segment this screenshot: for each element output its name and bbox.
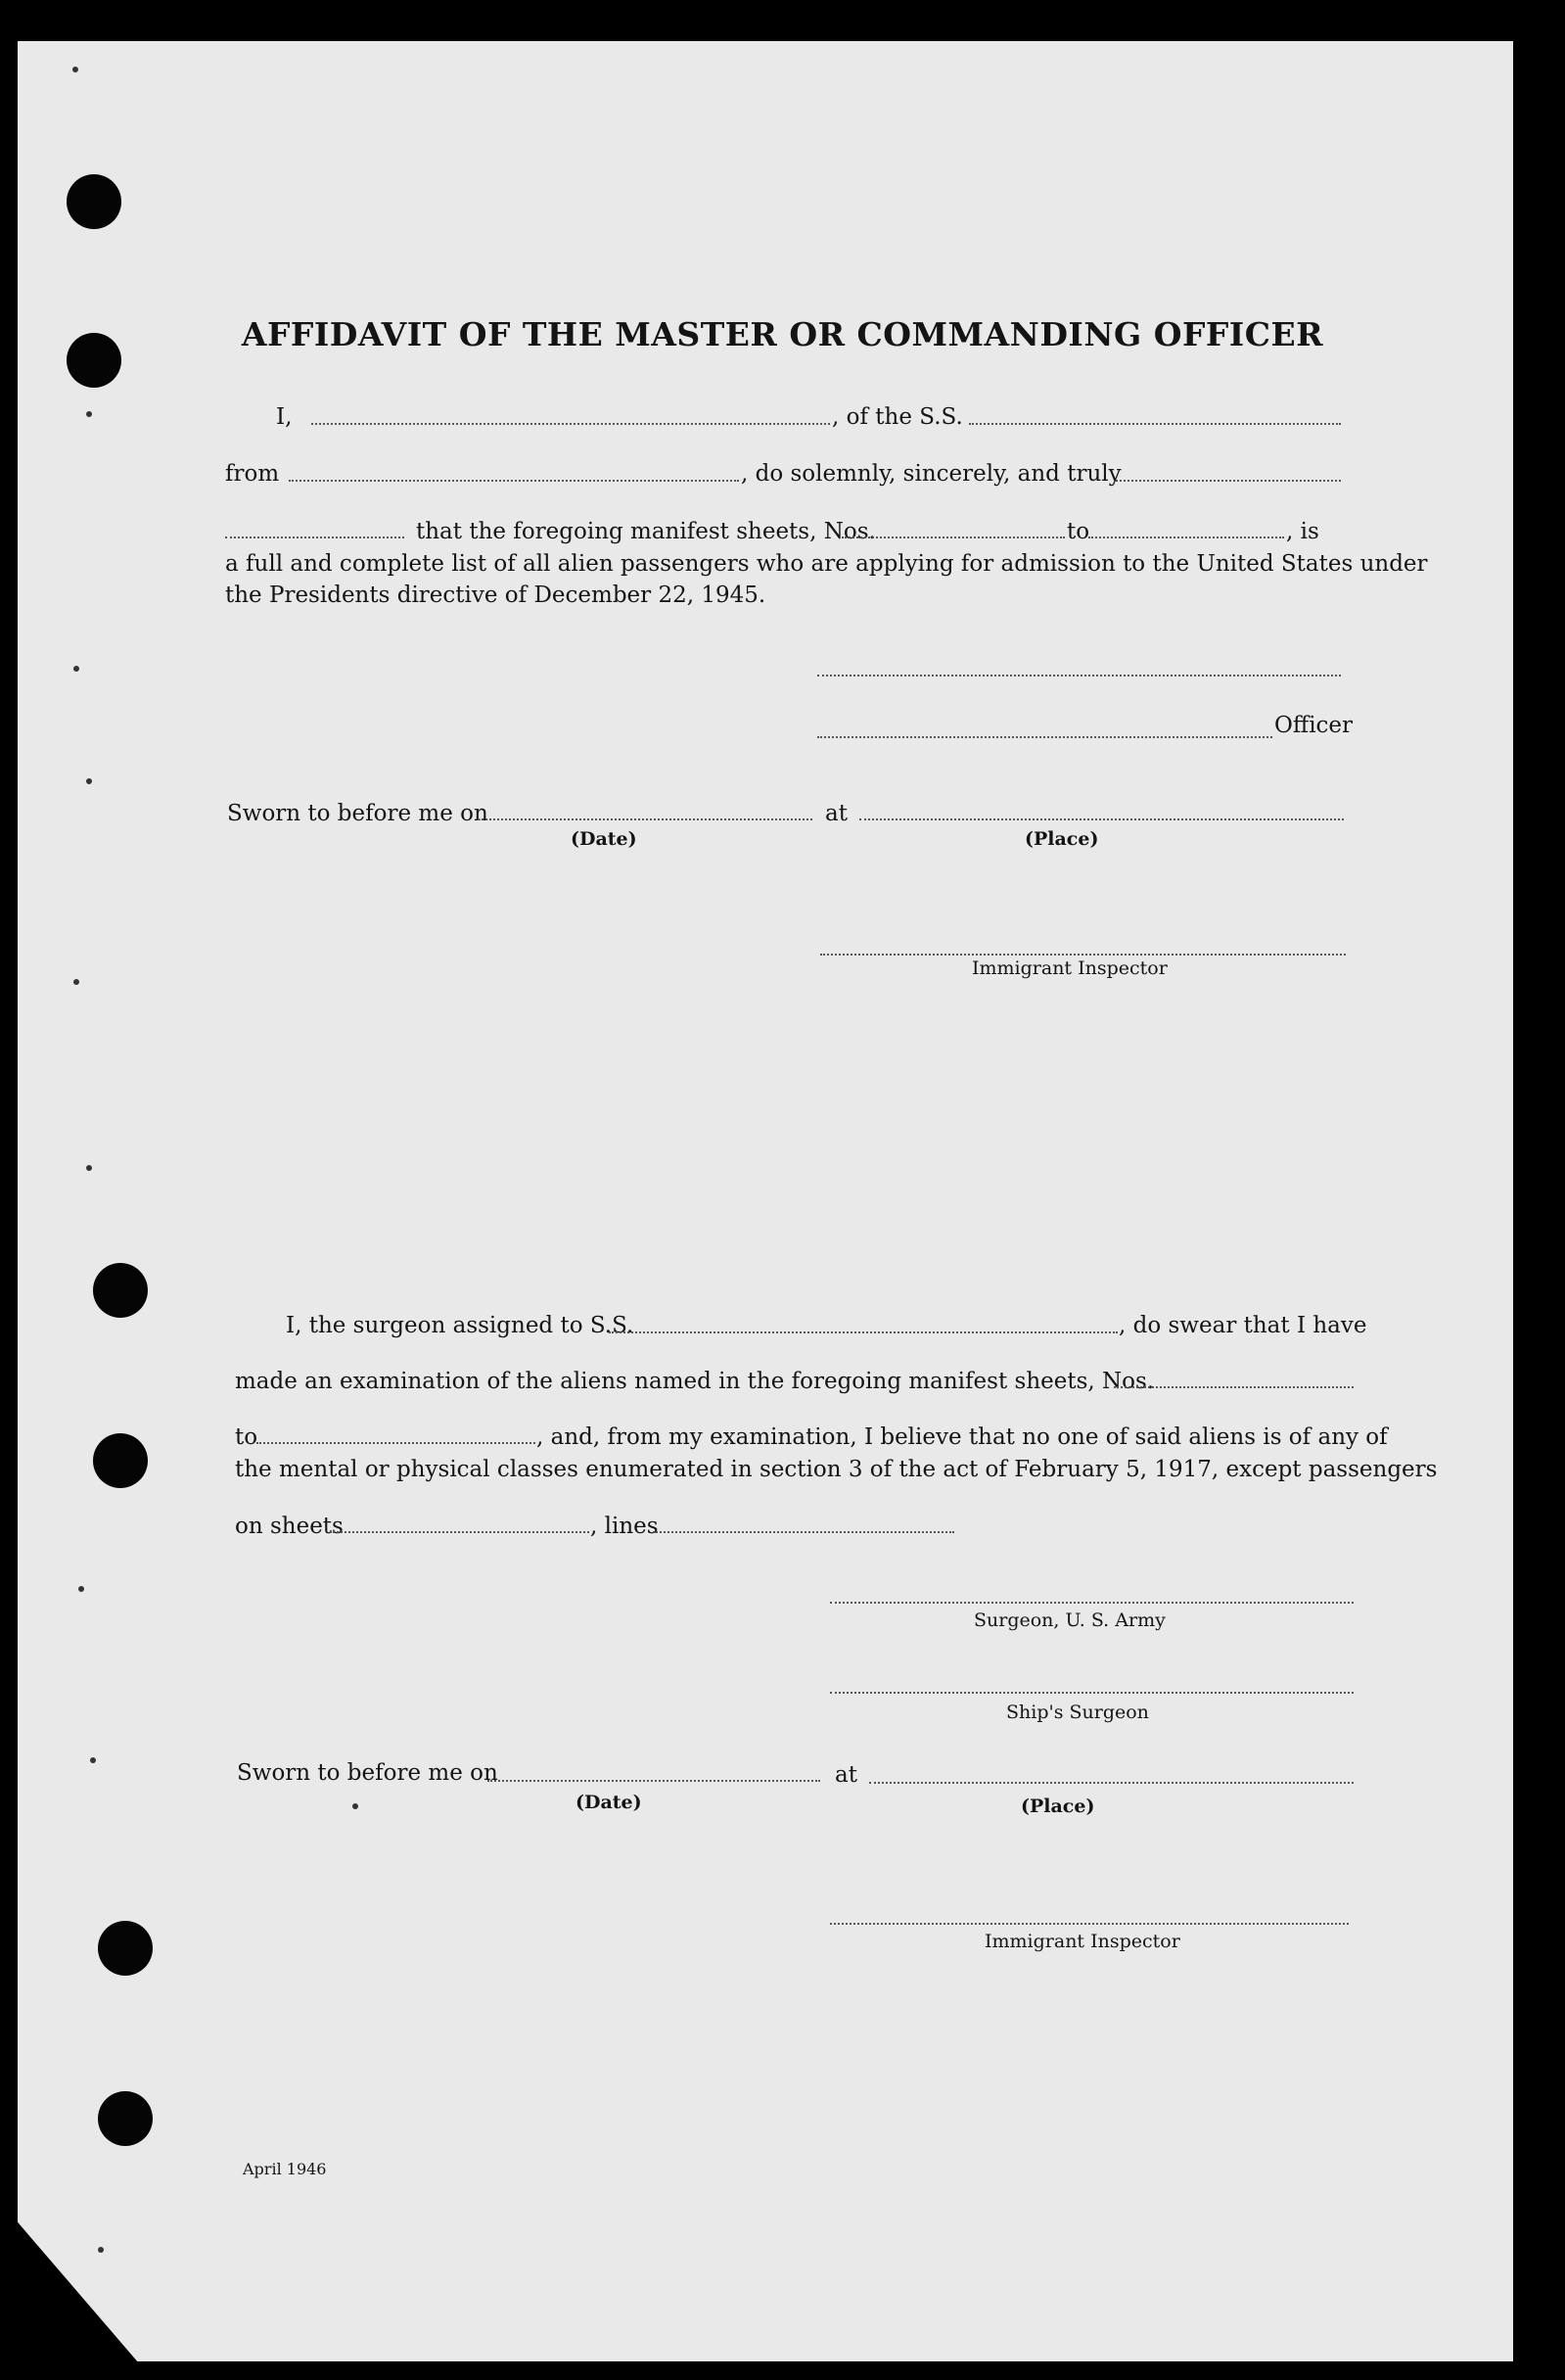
punch-hole [67, 174, 121, 229]
master-ship-field[interactable] [969, 423, 1341, 425]
master-sworn-place-field[interactable] [859, 818, 1344, 820]
master-name-field[interactable] [311, 423, 830, 425]
master-date-caption: (Date) [571, 828, 637, 850]
surgeon-sworn: Sworn to before me on [237, 1760, 498, 1786]
speck [78, 1586, 84, 1592]
speck [86, 778, 92, 784]
master-sworn: Sworn to before me on [227, 801, 488, 826]
master-oath-field[interactable] [1116, 480, 1341, 482]
master-nos-to-field[interactable] [1088, 537, 1284, 538]
surgeon-l5-b: , lines [590, 1514, 659, 1539]
surgeon-place-caption: (Place) [1021, 1796, 1095, 1817]
army-surgeon-caption: Surgeon, U. S. Army [974, 1610, 1166, 1631]
army-surgeon-signature-line[interactable] [830, 1602, 1354, 1604]
speck [86, 1165, 92, 1171]
surgeon-l1-b: , do swear that I have [1119, 1313, 1367, 1338]
surgeon-nos-to-field[interactable] [256, 1442, 535, 1444]
master-l2-solemn: , do solemnly, sincerely, and truly [741, 461, 1122, 487]
master-oath-cont-field[interactable] [225, 537, 404, 538]
surgeon-ship-field[interactable] [609, 1331, 1118, 1333]
master-from-field[interactable] [289, 480, 739, 482]
surgeon-nos-field[interactable] [1114, 1386, 1354, 1388]
surgeon-date-caption: (Date) [575, 1792, 642, 1813]
master-at: at [825, 801, 848, 826]
punch-hole [98, 2091, 153, 2146]
speck [98, 2247, 104, 2253]
master-l3-to: to [1067, 519, 1090, 544]
master-l3-is: , is [1286, 519, 1319, 544]
master-sworn-date-field[interactable] [478, 818, 812, 820]
master-l4: a full and complete list of all alien passengers who are applying for admission to the United States under [225, 551, 1428, 577]
surgeon-inspector-line[interactable] [830, 1923, 1349, 1925]
surgeon-sworn-date-field[interactable] [487, 1780, 820, 1782]
master-l3-that: that the foregoing manifest sheets, Nos. [416, 519, 876, 544]
surgeon-inspector-caption: Immigrant Inspector [985, 1931, 1180, 1952]
speck [90, 1757, 96, 1763]
ship-surgeon-caption: Ship's Surgeon [1006, 1702, 1149, 1723]
master-place-caption: (Place) [1025, 828, 1099, 850]
surgeon-l5-a: on sheets [235, 1514, 344, 1539]
surgeon-l1-a: I, the surgeon assigned to S.S. [286, 1313, 634, 1338]
speck [73, 666, 79, 672]
officer-title-line[interactable] [817, 736, 1272, 738]
master-inspector-caption: Immigrant Inspector [972, 957, 1168, 979]
officer-label: Officer [1274, 713, 1354, 738]
punch-hole [93, 1263, 148, 1318]
master-l2-from: from [225, 461, 280, 487]
master-nos-from-field[interactable] [842, 537, 1065, 538]
form-date-footer: April 1946 [243, 2160, 327, 2178]
surgeon-l2: made an examination of the aliens named in the foregoing manifest sheets, Nos. [235, 1369, 1155, 1394]
surgeon-sworn-place-field[interactable] [869, 1782, 1354, 1784]
surgeon-at: at [835, 1762, 857, 1788]
surgeon-l3-b: , and, from my examination, I believe that no one of said aliens is of any of [536, 1424, 1388, 1450]
punch-hole [98, 1921, 153, 1976]
master-l5: the Presidents directive of December 22, 1945. [225, 583, 766, 608]
speck [86, 411, 92, 417]
master-signature-line[interactable] [817, 675, 1341, 677]
surgeon-l4: the mental or physical classes enumerated in section 3 of the act of February 5, 1917, except passengers [235, 1457, 1438, 1482]
form-title: AFFIDAVIT OF THE MASTER OR COMMANDING OFFICER [241, 315, 1324, 353]
surgeon-sheets-field[interactable] [330, 1531, 589, 1533]
speck [352, 1803, 358, 1809]
speck [72, 67, 78, 72]
form-page [18, 41, 1513, 2361]
surgeon-l3-to: to [235, 1424, 258, 1450]
speck [73, 979, 79, 985]
master-l1-i: I, [276, 404, 293, 430]
ship-surgeon-signature-line[interactable] [830, 1692, 1354, 1694]
punch-hole [93, 1433, 148, 1488]
surgeon-lines-field[interactable] [653, 1531, 954, 1533]
master-inspector-line[interactable] [820, 954, 1346, 956]
master-l1-ss: , of the S.S. [832, 404, 963, 430]
